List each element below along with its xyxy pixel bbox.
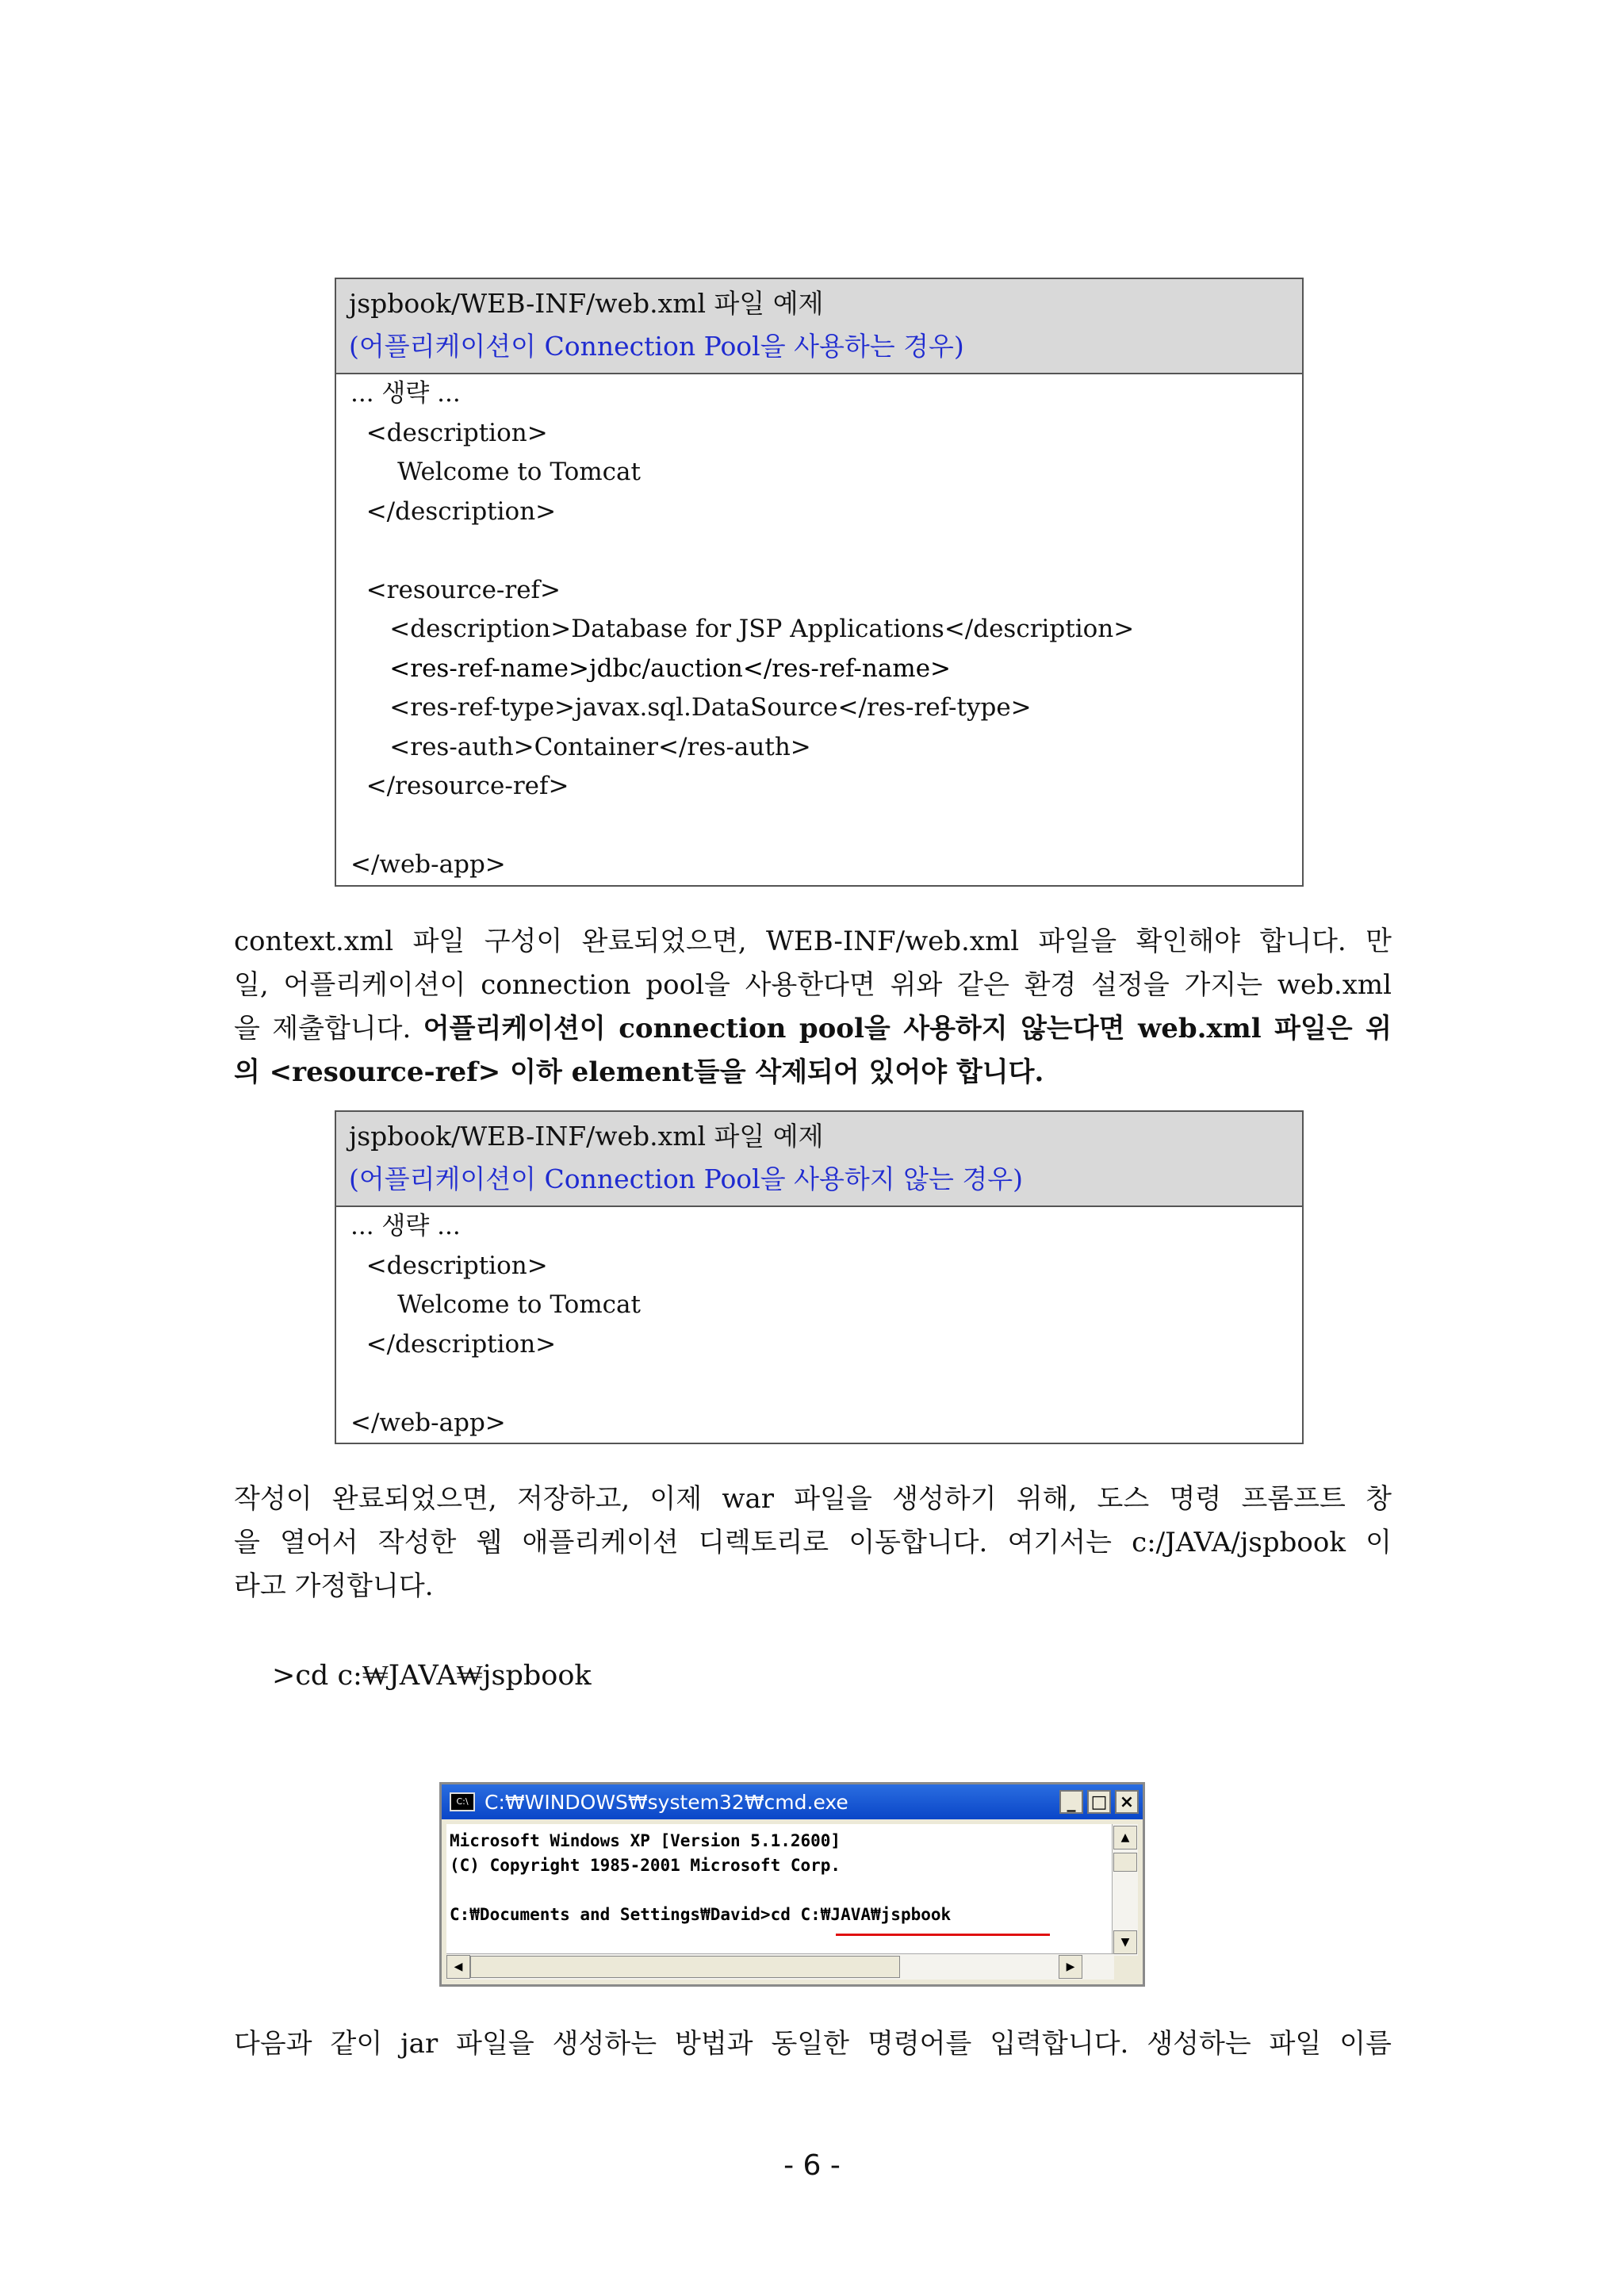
command-highlight-underline: [836, 1934, 1050, 1936]
command-example: >cd c:₩JAVA₩jspbook: [272, 1660, 592, 1692]
code-box-subtitle: (어플리케이션이 Connection Pool을 사용하는 경우): [349, 331, 964, 362]
code-line: ... 생략 ...: [350, 379, 461, 408]
code-line: [350, 531, 1291, 571]
cmd-window: [439, 1782, 1145, 1987]
cmd-output-line: Microsoft Windows XP [Version 5.1.2600]: [450, 1831, 841, 1850]
horizontal-scrollbar[interactable]: [446, 1953, 1114, 1980]
code-box-title: jspbook/WEB-INF/web.xml 파일 예제: [349, 1121, 824, 1152]
paragraph-web-xml-check: [234, 920, 1392, 1094]
code-line: </resource-ref>: [350, 772, 569, 800]
scroll-up-icon[interactable]: ▲: [1113, 1826, 1137, 1849]
code-line: <description>: [350, 1251, 548, 1280]
code-line: </web-app>: [350, 850, 506, 879]
code-box-title: jspbook/WEB-INF/web.xml 파일 예제: [349, 288, 824, 319]
cmd-output-line: C:₩Documents and Settings₩David>cd C:₩JAVA₩jspbook: [450, 1905, 952, 1924]
code-line: <description>Database for JSP Applications</description>: [350, 615, 1135, 643]
minimize-icon[interactable]: _: [1059, 1790, 1083, 1814]
code-line: [350, 807, 1291, 846]
code-line: [350, 1364, 1291, 1404]
code-line: <res-ref-name>jdbc/auction</res-ref-name>: [350, 654, 952, 683]
code-line: Welcome to Tomcat: [350, 1290, 641, 1319]
cmd-window-title: C:₩WINDOWS₩system32₩cmd.exe: [485, 1790, 848, 1814]
code-line: <res-auth>Container</res-auth>: [350, 732, 811, 761]
code-box-header: [336, 279, 1302, 374]
cmd-output[interactable]: [446, 1824, 1114, 1956]
code-line: ... 생략 ...: [350, 1212, 461, 1240]
vertical-scrollbar[interactable]: [1112, 1824, 1138, 1956]
paragraph-war-steps: [234, 1478, 1392, 1608]
code-box-header: [336, 1112, 1302, 1207]
code-line: <description>: [350, 418, 548, 447]
paragraph-line: 일, 어플리케이션이 connection pool을 사용한다면 위와 같은 환경 설정을 가지는 web.xml: [234, 969, 1392, 1001]
paragraph-line: 작성이 완료되었으면, 저장하고, 이제 war 파일을 생성하기 위해, 도스 명령 프롬프트 창: [234, 1483, 1392, 1515]
page-number: - 6 -: [783, 2149, 841, 2182]
paragraph-line: 라고 가정합니다.: [234, 1570, 434, 1602]
paragraph-line: 다음과 같이 jar 파일을 생성하는 방법과 동일한 명령어를 입력합니다. 생성하는 파일 이름: [234, 2028, 1392, 2060]
scroll-left-icon[interactable]: ◀: [446, 1955, 470, 1979]
code-box-body: [336, 1207, 1302, 1443]
code-line: </web-app>: [350, 1408, 506, 1437]
paragraph-bold-text: 의 <resource-ref> 이하 element들을 삭제되어 있어야 합니다.: [234, 1056, 1044, 1088]
code-box-body: [336, 374, 1302, 885]
cmd-output-line: (C) Copyright 1985-2001 Microsoft Corp.: [450, 1856, 841, 1875]
paragraph-jar-command: [234, 2022, 1392, 2066]
paragraph-line: [234, 1007, 1392, 1051]
scroll-thumb[interactable]: [470, 1956, 900, 1978]
code-box-subtitle: (어플리케이션이 Connection Pool을 사용하지 않는 경우): [349, 1163, 1023, 1194]
code-line: <resource-ref>: [350, 575, 561, 604]
paragraph-line: 을 열어서 작성한 웹 애플리케이션 디렉토리로 이동합니다. 여기서는 c:/JAVA/jspbook 이: [234, 1527, 1392, 1558]
close-icon[interactable]: ×: [1115, 1790, 1139, 1814]
paragraph-line: context.xml 파일 구성이 완료되었으면, WEB-INF/web.xml 파일을 확인해야 합니다. 만: [234, 926, 1392, 957]
code-line: </description>: [350, 1329, 557, 1359]
cmd-app-icon: C:\: [450, 1792, 475, 1811]
paragraph-line: [234, 1051, 1392, 1094]
maximize-icon[interactable]: □: [1087, 1790, 1111, 1814]
cmd-titlebar: [442, 1784, 1143, 1819]
code-box-without-pool: [335, 1110, 1304, 1444]
code-box-with-pool: [335, 278, 1304, 887]
cmd-output-line: [450, 1878, 1111, 1903]
code-line: </description>: [350, 496, 557, 526]
code-line: <res-ref-type>javax.sql.DataSource</res-ref-type>: [350, 693, 1032, 722]
code-line: Welcome to Tomcat: [350, 458, 641, 486]
scroll-down-icon[interactable]: ▼: [1113, 1930, 1137, 1954]
paragraph-bold-text: 어플리케이션이 connection pool을 사용하지 않는다면 web.xml 파일은 위: [423, 1013, 1392, 1045]
paragraph-text: 을 제출합니다.: [234, 1013, 423, 1045]
scroll-thumb[interactable]: [1113, 1853, 1137, 1872]
scroll-right-icon[interactable]: ▶: [1059, 1955, 1082, 1979]
